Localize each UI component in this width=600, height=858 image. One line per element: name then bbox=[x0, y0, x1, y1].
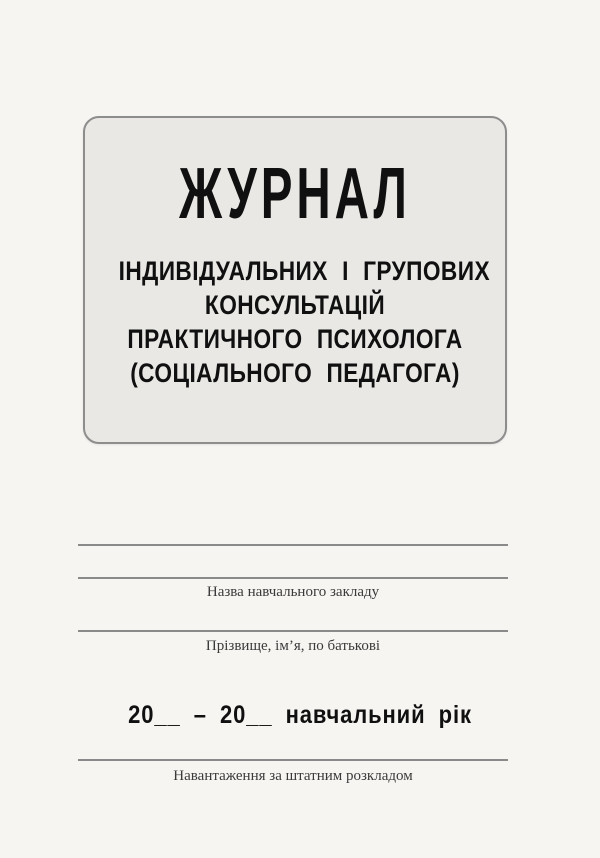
journal-title: ЖУРНАЛ bbox=[179, 154, 411, 234]
academic-year-text: 20__ – 20__ навчальний рік bbox=[128, 701, 472, 729]
workload-fill-line bbox=[78, 759, 508, 761]
institution-caption: Назва навчального закладу bbox=[206, 584, 380, 600]
institution-fill-line-2 bbox=[78, 577, 508, 579]
name-fill-line bbox=[78, 630, 508, 632]
subtitle-line-3: ПРАКТИЧНОГО ПСИХОЛОГА bbox=[127, 324, 463, 354]
institution-fill-line-1 bbox=[78, 544, 508, 546]
subtitle-line-2: КОНСУЛЬТАЦІЙ bbox=[204, 290, 386, 320]
subtitle-line-4: (СОЦІАЛЬНОГО ПЕДАГОГА) bbox=[130, 358, 460, 388]
journal-subtitle bbox=[118, 254, 491, 390]
subtitle-line-1: ІНДИВІДУАЛЬНИХ І ГРУПОВИХ bbox=[118, 256, 491, 286]
workload-caption: Навантаження за штатним розкладом bbox=[173, 768, 413, 784]
name-caption: Прізвище, ім’я, по батькові bbox=[205, 638, 381, 654]
title-box bbox=[83, 116, 507, 444]
